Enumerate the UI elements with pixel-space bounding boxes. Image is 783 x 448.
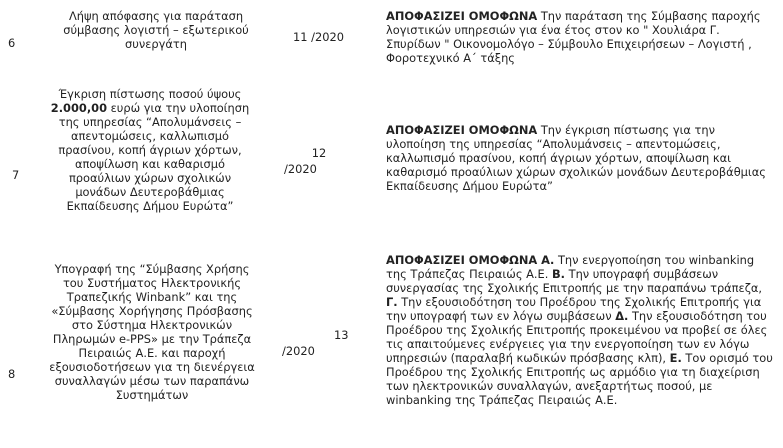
row-number: 6 (8, 36, 16, 50)
decision-item-text: Την εξουσιοδότηση του Προέδρου της Σχολικής Επιτροπής προκειμένου να προβεί σε όλες τις απαιτούμενες ενέργειες για την ενεργοποίηση των εν λόγω υπηρεσιών (παραλαβή κωδικών πρόσβασης κλπ), (386, 309, 768, 365)
row-subject: Υπογραφή της “Σύμβασης Χρήσης του Συστήματος Ηλεκτρονικής Τραπεζικής Winbank” και της «Σύμβασης Χορήγησης Πρόσβασης στο Σύστημα Ηλεκτρονικών Πληρωμών e-PPS» με την Τράπεζα Πειραιώς Α.Ε. και παροχή εξουσιοδοτήσεων για τη διενέργεια συναλλαγών μέσω των παραπάνω Συστημάτων (49, 262, 255, 402)
decision-item-text: Την υπογραφή συμβάσεων συνεργασίας της Σχολικής Επιτροπής με την παραπάνω τράπεζα, (386, 267, 763, 295)
subject-text: Έγκριση πίστωσης ποσού ύψους (58, 87, 242, 101)
ref-year: /2020 (284, 162, 317, 176)
subject-text: ευρώ για την υλοποίηση της υπηρεσίας “Απολυμάνσεις – απεντομώσεις, καλλωπισμό πρασίνου, κοπή άγριων χόρτων, αποψίλωση και καθαρισμό προαύλιων χώρων σχολικών μονάδων Δευτεροβάθμιας Εκπαίδευσης Δήμου Ευρώτα” (58, 101, 250, 213)
decision-heading: ΑΠΟΦΑΣΙΖΕΙ ΟΜΟΦΩΝΑ (386, 9, 538, 23)
decision-body: Την παράταση της Σύμβασης παροχής λογιστικών υπηρεσιών για ένα έτος στον κο " Χουλιάρα Γ. Σπυρίδων " Οικονομολόγο – Σύμβουλο Επιχειρήσεων – Λογιστή , Φοροτεχνικό Α΄ τάξης (386, 9, 761, 65)
decision-text (386, 9, 771, 65)
row-number: 7 (12, 168, 20, 182)
decision-text (386, 123, 771, 193)
ref-year: /2020 (282, 344, 315, 358)
decision-item-label: Γ. (386, 295, 398, 309)
decision-item-text: Τον ορισμό του Προέδρου της Σχολικής Επιτροπής ως αρμόδιο για τη διαχείριση των ηλεκτρονικών συναλλαγών, ανεξαρτήτως ποσού, με winbanking της Τράπεζας Πειραιώς Α.Ε. (386, 351, 773, 407)
decision-text (386, 253, 776, 407)
decision-item-label: ΑΠΟΦΑΣΙΖΕΙ ΟΜΟΦΩΝΑ Α. (386, 253, 555, 267)
row-subject (44, 87, 256, 213)
ref-number: 12 (311, 146, 327, 160)
decision-item-label: Δ. (615, 309, 629, 323)
decision-item-label: Ε. (669, 351, 682, 365)
row-number: 8 (8, 367, 16, 381)
decision-ref-number (282, 328, 349, 358)
decision-item-label: Β. (551, 267, 565, 281)
decision-item-text: Την ενεργοποίηση του winbanking της Τράπεζας Πειραιώς Α.Ε. (386, 253, 755, 281)
decision-ref-number (284, 146, 344, 176)
decision-item-text: Την εξουσιοδότηση του Προέδρου της Σχολικής Επιτροπής για την υπογραφή των εν λόγω συμβάσεων (386, 295, 762, 323)
ref-number: 13 (334, 328, 349, 342)
decision-body: Την έγκριση πίστωσης για την υλοποίηση της υπηρεσίας “Απολυμάνσεις – απεντομώσεις, καλλωπισμό πρασίνου, κοπή άγριων χόρτων, αποψίλωση και καθαρισμό προαύλιων χώρων σχολικών μονάδων Δευτεροβάθμιας Εκπαίδευσης Δήμου Ευρώτα” (386, 123, 766, 193)
subject-amount: 2.000,00 (50, 101, 108, 115)
row-subject: Λήψη απόφασης για παράταση σύμβασης λογιστή – εξωτερικού συνεργάτη (63, 9, 249, 51)
decision-heading: ΑΠΟΦΑΣΙΖΕΙ ΟΜΟΦΩΝΑ (386, 123, 538, 137)
decision-ref-number: 11 /2020 (293, 30, 344, 44)
